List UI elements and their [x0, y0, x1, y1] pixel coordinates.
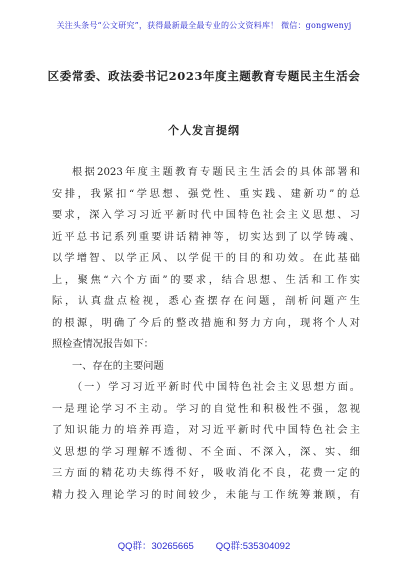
- footer-qq-group-2: QQ群:535304092: [215, 541, 291, 552]
- footer-qq-group-1: QQ群：30265665: [117, 541, 194, 552]
- header-note: 关注头条号“公文研究”，获得最新最全最专业的公文资料库！ 微信：gongwenyj: [56, 21, 352, 30]
- body-line: 一、存在的主要问题: [72, 360, 164, 372]
- body-line: 近平总书记系列重要讲话精神等，切实达到了以学铸魂、: [52, 231, 360, 243]
- body-line: 要求，深入学习习近平新时代中国特色社会主义思想、习: [52, 210, 360, 221]
- body-line: （一）学习习近平新时代中国特色社会主义思想方面。: [72, 382, 360, 393]
- body-line: 精力投入理论学习的时间较少，未能与工作统筹兼顾，有: [52, 489, 360, 501]
- document-body: [52, 162, 360, 506]
- document-subtitle: 个人发言提纲: [168, 124, 240, 137]
- body-line: 上，聚焦“六个方面”的要求，结合思想、生活和工作实: [52, 274, 360, 286]
- body-line: 际，认真盘点检视，悉心查摆存在问题，剖析问题产生: [52, 296, 360, 307]
- body-line: 以学增智、以学正风、以学促干的目的和功效。在此基础: [52, 253, 360, 264]
- body-line: 了知识能力的培养再造，对习近平新时代中国特色社会主: [52, 425, 360, 436]
- body-line: 安排，我紧扣“学思想、强党性、重实践、建新功”的总: [52, 188, 360, 200]
- body-line: 照检查情况报告如下：: [52, 339, 154, 350]
- body-line: 义思想的学习理解不透彻、不全面、不深入，深、实、细: [52, 446, 360, 458]
- body-line: 一是理论学习不主动。学习的自觉性和积极性不强，忽视: [52, 403, 360, 415]
- body-line: 的根源，明确了今后的整改措施和努力方向，现将个人对: [52, 317, 360, 329]
- footer-qq-groups: [0, 538, 408, 552]
- body-line: 三方面的精花功夫练得不好，吸收消化不良，花费一定的: [52, 468, 360, 479]
- body-line: 根据2023年度主题教育专题民主生活会的具体部署和: [72, 167, 360, 178]
- document-title: 区委常委、政法委书记2023年度主题教育专题民主生活会: [47, 69, 361, 83]
